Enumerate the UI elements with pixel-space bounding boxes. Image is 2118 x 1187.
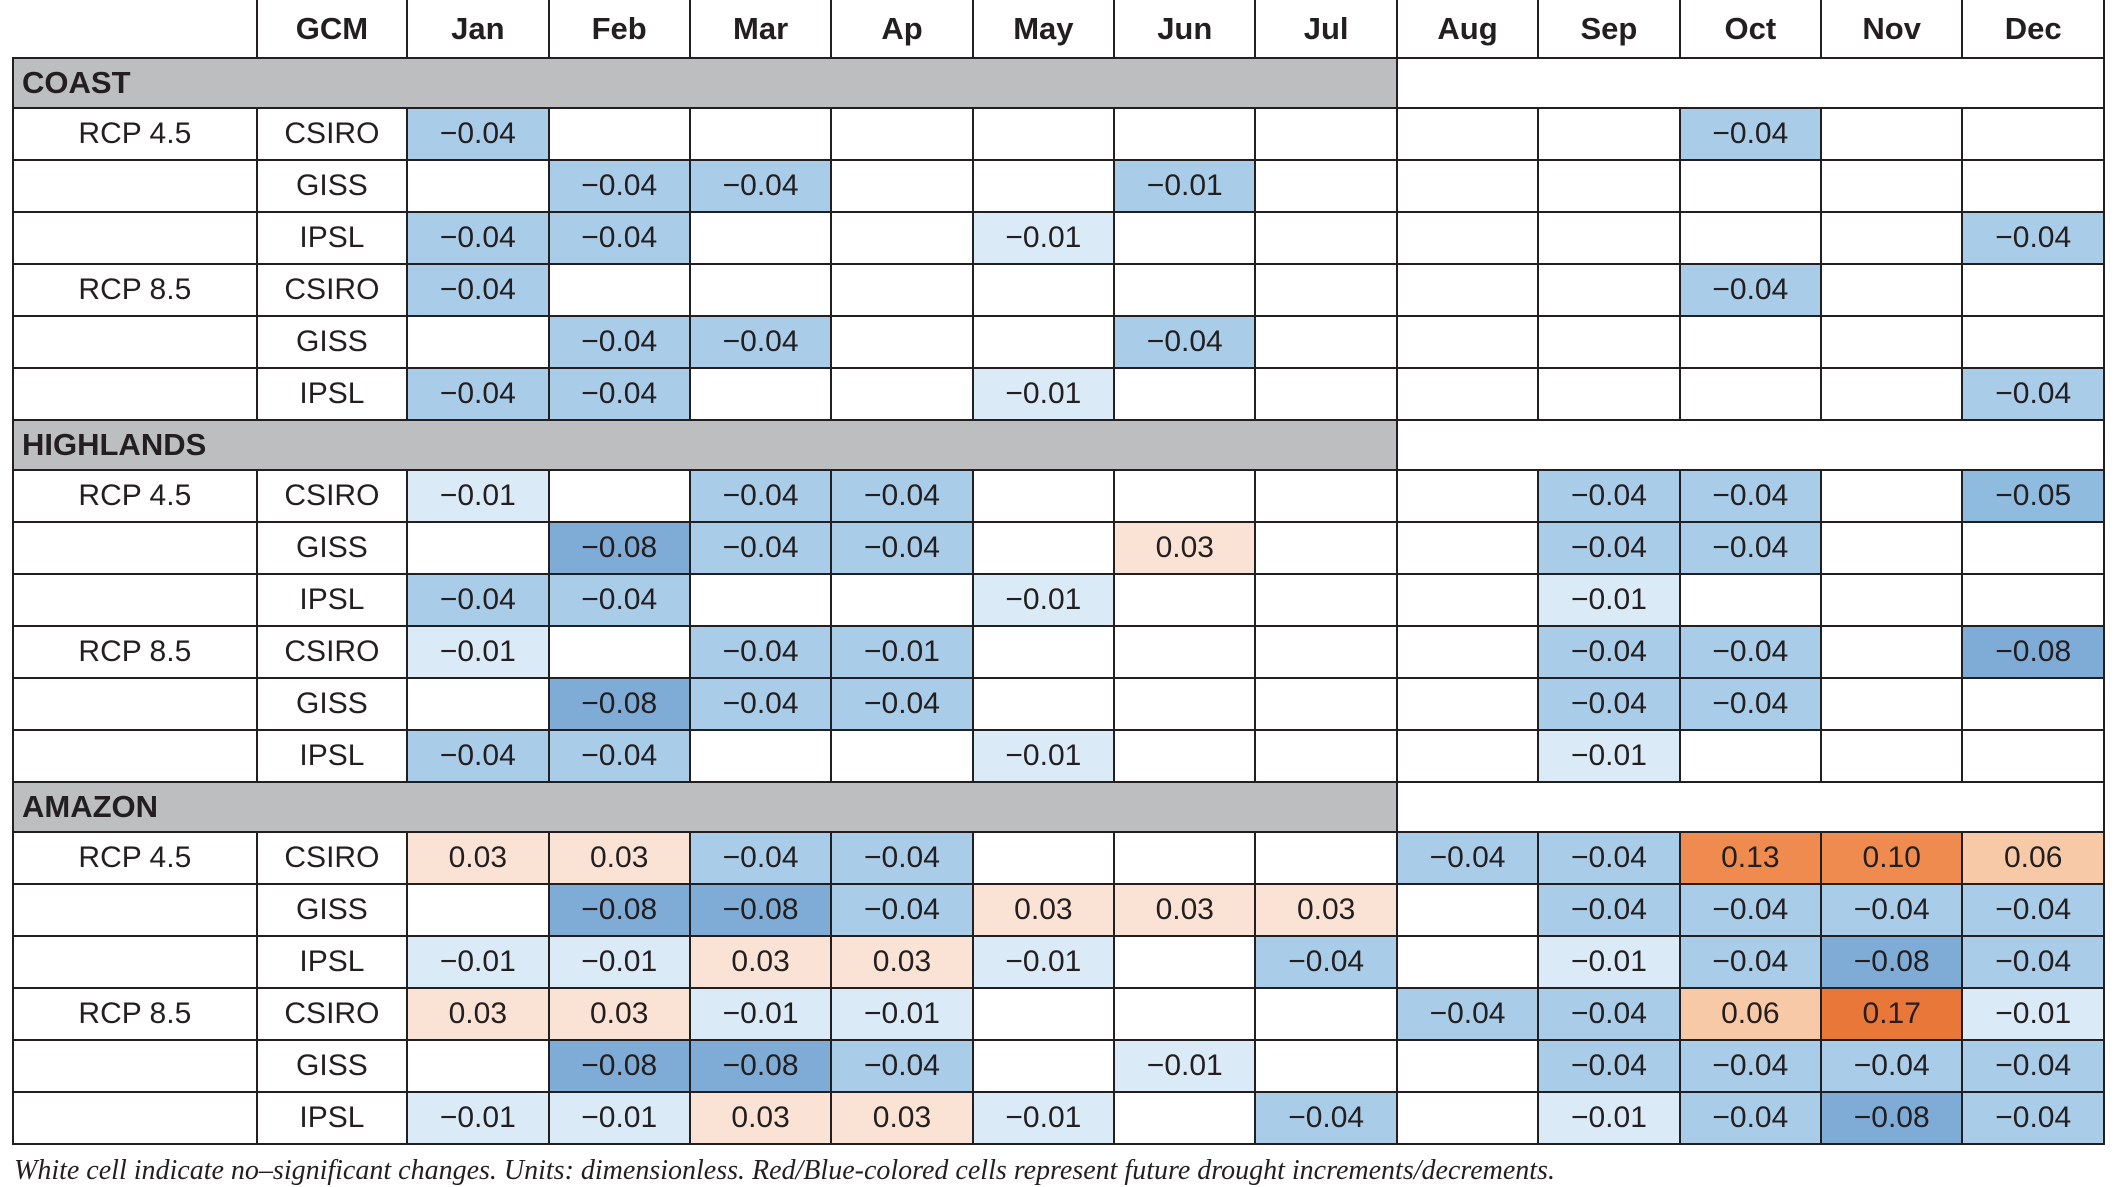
value-cell (1397, 522, 1538, 574)
value-cell (831, 160, 972, 212)
table-header (13, 0, 2104, 58)
value-cell: −0.01 (831, 988, 972, 1040)
rcp-spacer (13, 936, 257, 988)
value-cell: −0.01 (973, 936, 1114, 988)
value-cell: −0.01 (1962, 988, 2104, 1040)
value-cell (973, 316, 1114, 368)
value-cell: 0.03 (1114, 522, 1255, 574)
value-cell: −0.04 (1962, 368, 2104, 420)
gcm-name-cell: IPSL (257, 936, 407, 988)
value-cell (1114, 988, 1255, 1040)
value-cell: −0.04 (549, 160, 690, 212)
rcp-scenario-label: RCP 8.5 (13, 626, 257, 678)
value-cell: 0.06 (1962, 832, 2104, 884)
table-row (13, 1040, 2104, 1092)
table-row (13, 988, 2104, 1040)
value-cell (1255, 108, 1396, 160)
value-cell (1255, 212, 1396, 264)
value-cell (1821, 212, 1962, 264)
table-row (13, 832, 2104, 884)
value-cell: −0.01 (407, 470, 548, 522)
value-cell: −0.08 (549, 1040, 690, 1092)
value-cell: −0.04 (1962, 1040, 2104, 1092)
value-cell: −0.04 (1680, 264, 1821, 316)
table-row (13, 264, 2104, 316)
header-corner-blank (13, 0, 257, 58)
value-cell (1255, 264, 1396, 316)
value-cell: −0.04 (1962, 936, 2104, 988)
table-row (13, 678, 2104, 730)
value-cell: −0.04 (1680, 522, 1821, 574)
value-cell (1538, 264, 1679, 316)
value-cell (831, 368, 972, 420)
gcm-name-cell: IPSL (257, 730, 407, 782)
value-cell: −0.04 (1538, 470, 1679, 522)
gcm-name-cell: CSIRO (257, 988, 407, 1040)
gcm-name-cell: CSIRO (257, 264, 407, 316)
value-cell: −0.01 (1538, 730, 1679, 782)
value-cell (831, 730, 972, 782)
value-cell: −0.04 (1680, 678, 1821, 730)
value-cell (1821, 316, 1962, 368)
value-cell (1255, 832, 1396, 884)
region-label: HIGHLANDS (13, 420, 1397, 470)
value-cell (831, 264, 972, 316)
value-cell (1821, 730, 1962, 782)
table-row (13, 368, 2104, 420)
value-cell: −0.04 (1680, 936, 1821, 988)
table-row (13, 936, 2104, 988)
value-cell (1821, 160, 1962, 212)
value-cell: 0.03 (549, 988, 690, 1040)
rcp-spacer (13, 368, 257, 420)
value-cell: −0.04 (407, 264, 548, 316)
gcm-name-cell: GISS (257, 678, 407, 730)
rcp-scenario-label: RCP 4.5 (13, 470, 257, 522)
value-cell: −0.04 (831, 884, 972, 936)
value-cell: −0.04 (1538, 884, 1679, 936)
value-cell: −0.04 (407, 574, 548, 626)
value-cell (690, 574, 831, 626)
value-cell: 0.03 (690, 936, 831, 988)
value-cell (1255, 574, 1396, 626)
value-cell (1255, 368, 1396, 420)
value-cell (1397, 212, 1538, 264)
value-cell (1962, 730, 2104, 782)
value-cell: −0.04 (1538, 678, 1679, 730)
value-cell (1397, 936, 1538, 988)
value-cell: −0.04 (831, 832, 972, 884)
value-cell: −0.04 (1114, 316, 1255, 368)
value-cell (1397, 884, 1538, 936)
value-cell: −0.04 (690, 832, 831, 884)
value-cell: −0.01 (831, 626, 972, 678)
value-cell (1114, 368, 1255, 420)
value-cell: 0.03 (1255, 884, 1396, 936)
value-cell (1538, 108, 1679, 160)
value-cell (1962, 574, 2104, 626)
value-cell: −0.04 (549, 730, 690, 782)
value-cell (831, 574, 972, 626)
value-cell: −0.08 (690, 884, 831, 936)
value-cell (1680, 212, 1821, 264)
value-cell: −0.04 (1397, 832, 1538, 884)
value-cell (831, 316, 972, 368)
value-cell: −0.04 (407, 730, 548, 782)
gcm-name-cell: CSIRO (257, 832, 407, 884)
value-cell: −0.04 (690, 160, 831, 212)
value-cell: −0.04 (831, 1040, 972, 1092)
value-cell: 0.03 (831, 936, 972, 988)
column-header-sep: Sep (1538, 0, 1679, 58)
column-header-dec: Dec (1962, 0, 2104, 58)
gcm-name-cell: GISS (257, 316, 407, 368)
value-cell (1397, 316, 1538, 368)
value-cell (407, 316, 548, 368)
value-cell: −0.01 (549, 936, 690, 988)
table-row (13, 522, 2104, 574)
value-cell: −0.01 (407, 626, 548, 678)
region-band-row (13, 782, 2104, 832)
value-cell (1821, 574, 1962, 626)
value-cell (1114, 730, 1255, 782)
value-cell: −0.04 (690, 626, 831, 678)
gcm-name-cell: GISS (257, 884, 407, 936)
value-cell: −0.04 (690, 316, 831, 368)
value-cell (1114, 1092, 1255, 1144)
value-cell (973, 1040, 1114, 1092)
value-cell (1680, 368, 1821, 420)
rcp-spacer (13, 574, 257, 626)
value-cell (407, 522, 548, 574)
value-cell: 0.03 (973, 884, 1114, 936)
column-header-jan: Jan (407, 0, 548, 58)
region-label: COAST (13, 58, 1397, 108)
value-cell: −0.08 (549, 884, 690, 936)
column-header-gcm: GCM (257, 0, 407, 58)
value-cell: −0.04 (1680, 1040, 1821, 1092)
value-cell (549, 626, 690, 678)
value-cell: −0.04 (549, 212, 690, 264)
value-cell (1255, 160, 1396, 212)
value-cell: −0.04 (690, 678, 831, 730)
value-cell (407, 884, 548, 936)
value-cell (1821, 678, 1962, 730)
value-cell: 0.03 (549, 832, 690, 884)
rcp-spacer (13, 730, 257, 782)
rcp-spacer (13, 678, 257, 730)
value-cell: −0.08 (1821, 936, 1962, 988)
value-cell (1821, 368, 1962, 420)
value-cell (1962, 264, 2104, 316)
value-cell: −0.04 (831, 470, 972, 522)
value-cell (1255, 1040, 1396, 1092)
value-cell: −0.04 (1397, 988, 1538, 1040)
value-cell (1114, 574, 1255, 626)
gcm-name-cell: IPSL (257, 1092, 407, 1144)
value-cell (1538, 316, 1679, 368)
value-cell: 0.03 (831, 1092, 972, 1144)
rcp-spacer (13, 884, 257, 936)
value-cell (1114, 470, 1255, 522)
column-header-may: May (973, 0, 1114, 58)
value-cell (973, 108, 1114, 160)
value-cell (1538, 368, 1679, 420)
gcm-name-cell: IPSL (257, 212, 407, 264)
value-cell: −0.04 (1538, 1040, 1679, 1092)
value-cell (1114, 936, 1255, 988)
value-cell: 0.03 (407, 988, 548, 1040)
value-cell (1397, 574, 1538, 626)
value-cell: −0.08 (549, 522, 690, 574)
region-band-tail (1397, 420, 2104, 470)
value-cell: −0.04 (1962, 212, 2104, 264)
value-cell: −0.01 (407, 936, 548, 988)
value-cell (973, 470, 1114, 522)
value-cell: −0.01 (1538, 1092, 1679, 1144)
value-cell (1397, 108, 1538, 160)
gcm-name-cell: GISS (257, 1040, 407, 1092)
rcp-spacer (13, 160, 257, 212)
value-cell: −0.01 (1114, 160, 1255, 212)
value-cell: −0.08 (1962, 626, 2104, 678)
value-cell (1962, 678, 2104, 730)
value-cell (690, 264, 831, 316)
value-cell: −0.04 (1680, 884, 1821, 936)
table-body (13, 58, 2104, 1144)
value-cell: −0.01 (549, 1092, 690, 1144)
value-cell: 0.03 (1114, 884, 1255, 936)
value-cell (1821, 522, 1962, 574)
value-cell: −0.01 (1114, 1040, 1255, 1092)
value-cell (973, 678, 1114, 730)
value-cell (831, 108, 972, 160)
table-header-row (13, 0, 2104, 58)
value-cell (1962, 316, 2104, 368)
value-cell (1255, 678, 1396, 730)
value-cell (1397, 678, 1538, 730)
value-cell (1821, 470, 1962, 522)
column-header-jul: Jul (1255, 0, 1396, 58)
value-cell (1114, 212, 1255, 264)
value-cell: −0.04 (1538, 522, 1679, 574)
table-row (13, 574, 2104, 626)
value-cell: −0.01 (973, 574, 1114, 626)
value-cell: −0.01 (973, 1092, 1114, 1144)
table-row (13, 108, 2104, 160)
value-cell (1821, 264, 1962, 316)
value-cell (1114, 678, 1255, 730)
value-cell: 0.03 (407, 832, 548, 884)
drought-change-table (12, 0, 2105, 1145)
value-cell: −0.01 (973, 212, 1114, 264)
value-cell: −0.04 (1680, 470, 1821, 522)
value-cell (1114, 264, 1255, 316)
value-cell (1962, 522, 2104, 574)
region-band-row (13, 420, 2104, 470)
value-cell (973, 988, 1114, 1040)
gcm-name-cell: CSIRO (257, 108, 407, 160)
value-cell (1821, 108, 1962, 160)
value-cell: 0.03 (690, 1092, 831, 1144)
value-cell (1397, 1092, 1538, 1144)
value-cell (549, 108, 690, 160)
value-cell: −0.04 (1962, 884, 2104, 936)
value-cell: −0.01 (690, 988, 831, 1040)
value-cell: −0.01 (1538, 936, 1679, 988)
value-cell: −0.04 (1538, 832, 1679, 884)
table-row (13, 316, 2104, 368)
value-cell: −0.08 (1821, 1092, 1962, 1144)
column-header-aug: Aug (1397, 0, 1538, 58)
value-cell (1397, 368, 1538, 420)
value-cell (1255, 626, 1396, 678)
value-cell (1397, 730, 1538, 782)
value-cell: 0.17 (1821, 988, 1962, 1040)
value-cell (407, 160, 548, 212)
value-cell (690, 368, 831, 420)
value-cell (407, 1040, 548, 1092)
value-cell (1255, 522, 1396, 574)
value-cell: −0.04 (407, 212, 548, 264)
rcp-spacer (13, 1092, 257, 1144)
value-cell: −0.08 (690, 1040, 831, 1092)
value-cell (973, 626, 1114, 678)
value-cell (1255, 730, 1396, 782)
value-cell: −0.01 (1538, 574, 1679, 626)
value-cell (690, 730, 831, 782)
value-cell (1255, 988, 1396, 1040)
value-cell (973, 160, 1114, 212)
value-cell (1397, 470, 1538, 522)
value-cell: −0.04 (407, 368, 548, 420)
region-label: AMAZON (13, 782, 1397, 832)
value-cell (973, 832, 1114, 884)
column-header-nov: Nov (1821, 0, 1962, 58)
value-cell: −0.01 (407, 1092, 548, 1144)
value-cell (1114, 108, 1255, 160)
value-cell: −0.04 (549, 574, 690, 626)
value-cell (1255, 316, 1396, 368)
value-cell: −0.04 (831, 522, 972, 574)
value-cell (973, 522, 1114, 574)
value-cell: −0.04 (1821, 1040, 1962, 1092)
value-cell: −0.04 (1680, 108, 1821, 160)
value-cell (1255, 470, 1396, 522)
table-row (13, 470, 2104, 522)
column-header-ap: Ap (831, 0, 972, 58)
column-header-mar: Mar (690, 0, 831, 58)
value-cell (973, 264, 1114, 316)
value-cell: −0.01 (973, 368, 1114, 420)
value-cell (1680, 160, 1821, 212)
value-cell: −0.04 (1255, 936, 1396, 988)
table-row (13, 1092, 2104, 1144)
value-cell: −0.04 (407, 108, 548, 160)
value-cell (1397, 1040, 1538, 1092)
value-cell: −0.04 (1680, 1092, 1821, 1144)
value-cell: 0.13 (1680, 832, 1821, 884)
rcp-spacer (13, 522, 257, 574)
value-cell: −0.04 (1538, 988, 1679, 1040)
value-cell (690, 212, 831, 264)
table-footnote: White cell indicate no–significant changes. Units: dimensionless. Red/Blue-colored cells represent future drought increments/decrements. (14, 1155, 1555, 1186)
value-cell (831, 212, 972, 264)
table-row (13, 884, 2104, 936)
value-cell (407, 678, 548, 730)
gcm-name-cell: IPSL (257, 368, 407, 420)
value-cell: −0.04 (1680, 626, 1821, 678)
rcp-scenario-label: RCP 8.5 (13, 988, 257, 1040)
column-header-feb: Feb (549, 0, 690, 58)
value-cell: −0.04 (690, 522, 831, 574)
value-cell (549, 264, 690, 316)
value-cell (1680, 574, 1821, 626)
value-cell (1397, 626, 1538, 678)
region-band-tail (1397, 58, 2104, 108)
value-cell: −0.01 (973, 730, 1114, 782)
rcp-spacer (13, 1040, 257, 1092)
value-cell (1397, 160, 1538, 212)
rcp-spacer (13, 212, 257, 264)
rcp-scenario-label: RCP 8.5 (13, 264, 257, 316)
value-cell: −0.04 (690, 470, 831, 522)
value-cell: 0.10 (1821, 832, 1962, 884)
value-cell: −0.04 (1962, 1092, 2104, 1144)
value-cell (1680, 730, 1821, 782)
gcm-name-cell: CSIRO (257, 470, 407, 522)
table-row (13, 160, 2104, 212)
value-cell (690, 108, 831, 160)
table-row (13, 212, 2104, 264)
value-cell: 0.06 (1680, 988, 1821, 1040)
column-header-jun: Jun (1114, 0, 1255, 58)
value-cell: −0.05 (1962, 470, 2104, 522)
value-cell: −0.04 (549, 316, 690, 368)
rcp-scenario-label: RCP 4.5 (13, 832, 257, 884)
rcp-spacer (13, 316, 257, 368)
table-row (13, 730, 2104, 782)
column-header-oct: Oct (1680, 0, 1821, 58)
value-cell (549, 470, 690, 522)
value-cell: −0.04 (1821, 884, 1962, 936)
value-cell (1538, 212, 1679, 264)
value-cell (1962, 108, 2104, 160)
value-cell: −0.04 (1538, 626, 1679, 678)
region-band-tail (1397, 782, 2104, 832)
value-cell (1962, 160, 2104, 212)
value-cell: −0.04 (831, 678, 972, 730)
value-cell (1821, 626, 1962, 678)
gcm-name-cell: IPSL (257, 574, 407, 626)
gcm-name-cell: GISS (257, 522, 407, 574)
value-cell: −0.04 (549, 368, 690, 420)
gcm-name-cell: CSIRO (257, 626, 407, 678)
rcp-scenario-label: RCP 4.5 (13, 108, 257, 160)
table-row (13, 626, 2104, 678)
value-cell (1538, 160, 1679, 212)
value-cell (1680, 316, 1821, 368)
region-band-row (13, 58, 2104, 108)
value-cell (1114, 832, 1255, 884)
value-cell (1114, 626, 1255, 678)
value-cell: −0.08 (549, 678, 690, 730)
value-cell: −0.04 (1255, 1092, 1396, 1144)
gcm-name-cell: GISS (257, 160, 407, 212)
value-cell (1397, 264, 1538, 316)
